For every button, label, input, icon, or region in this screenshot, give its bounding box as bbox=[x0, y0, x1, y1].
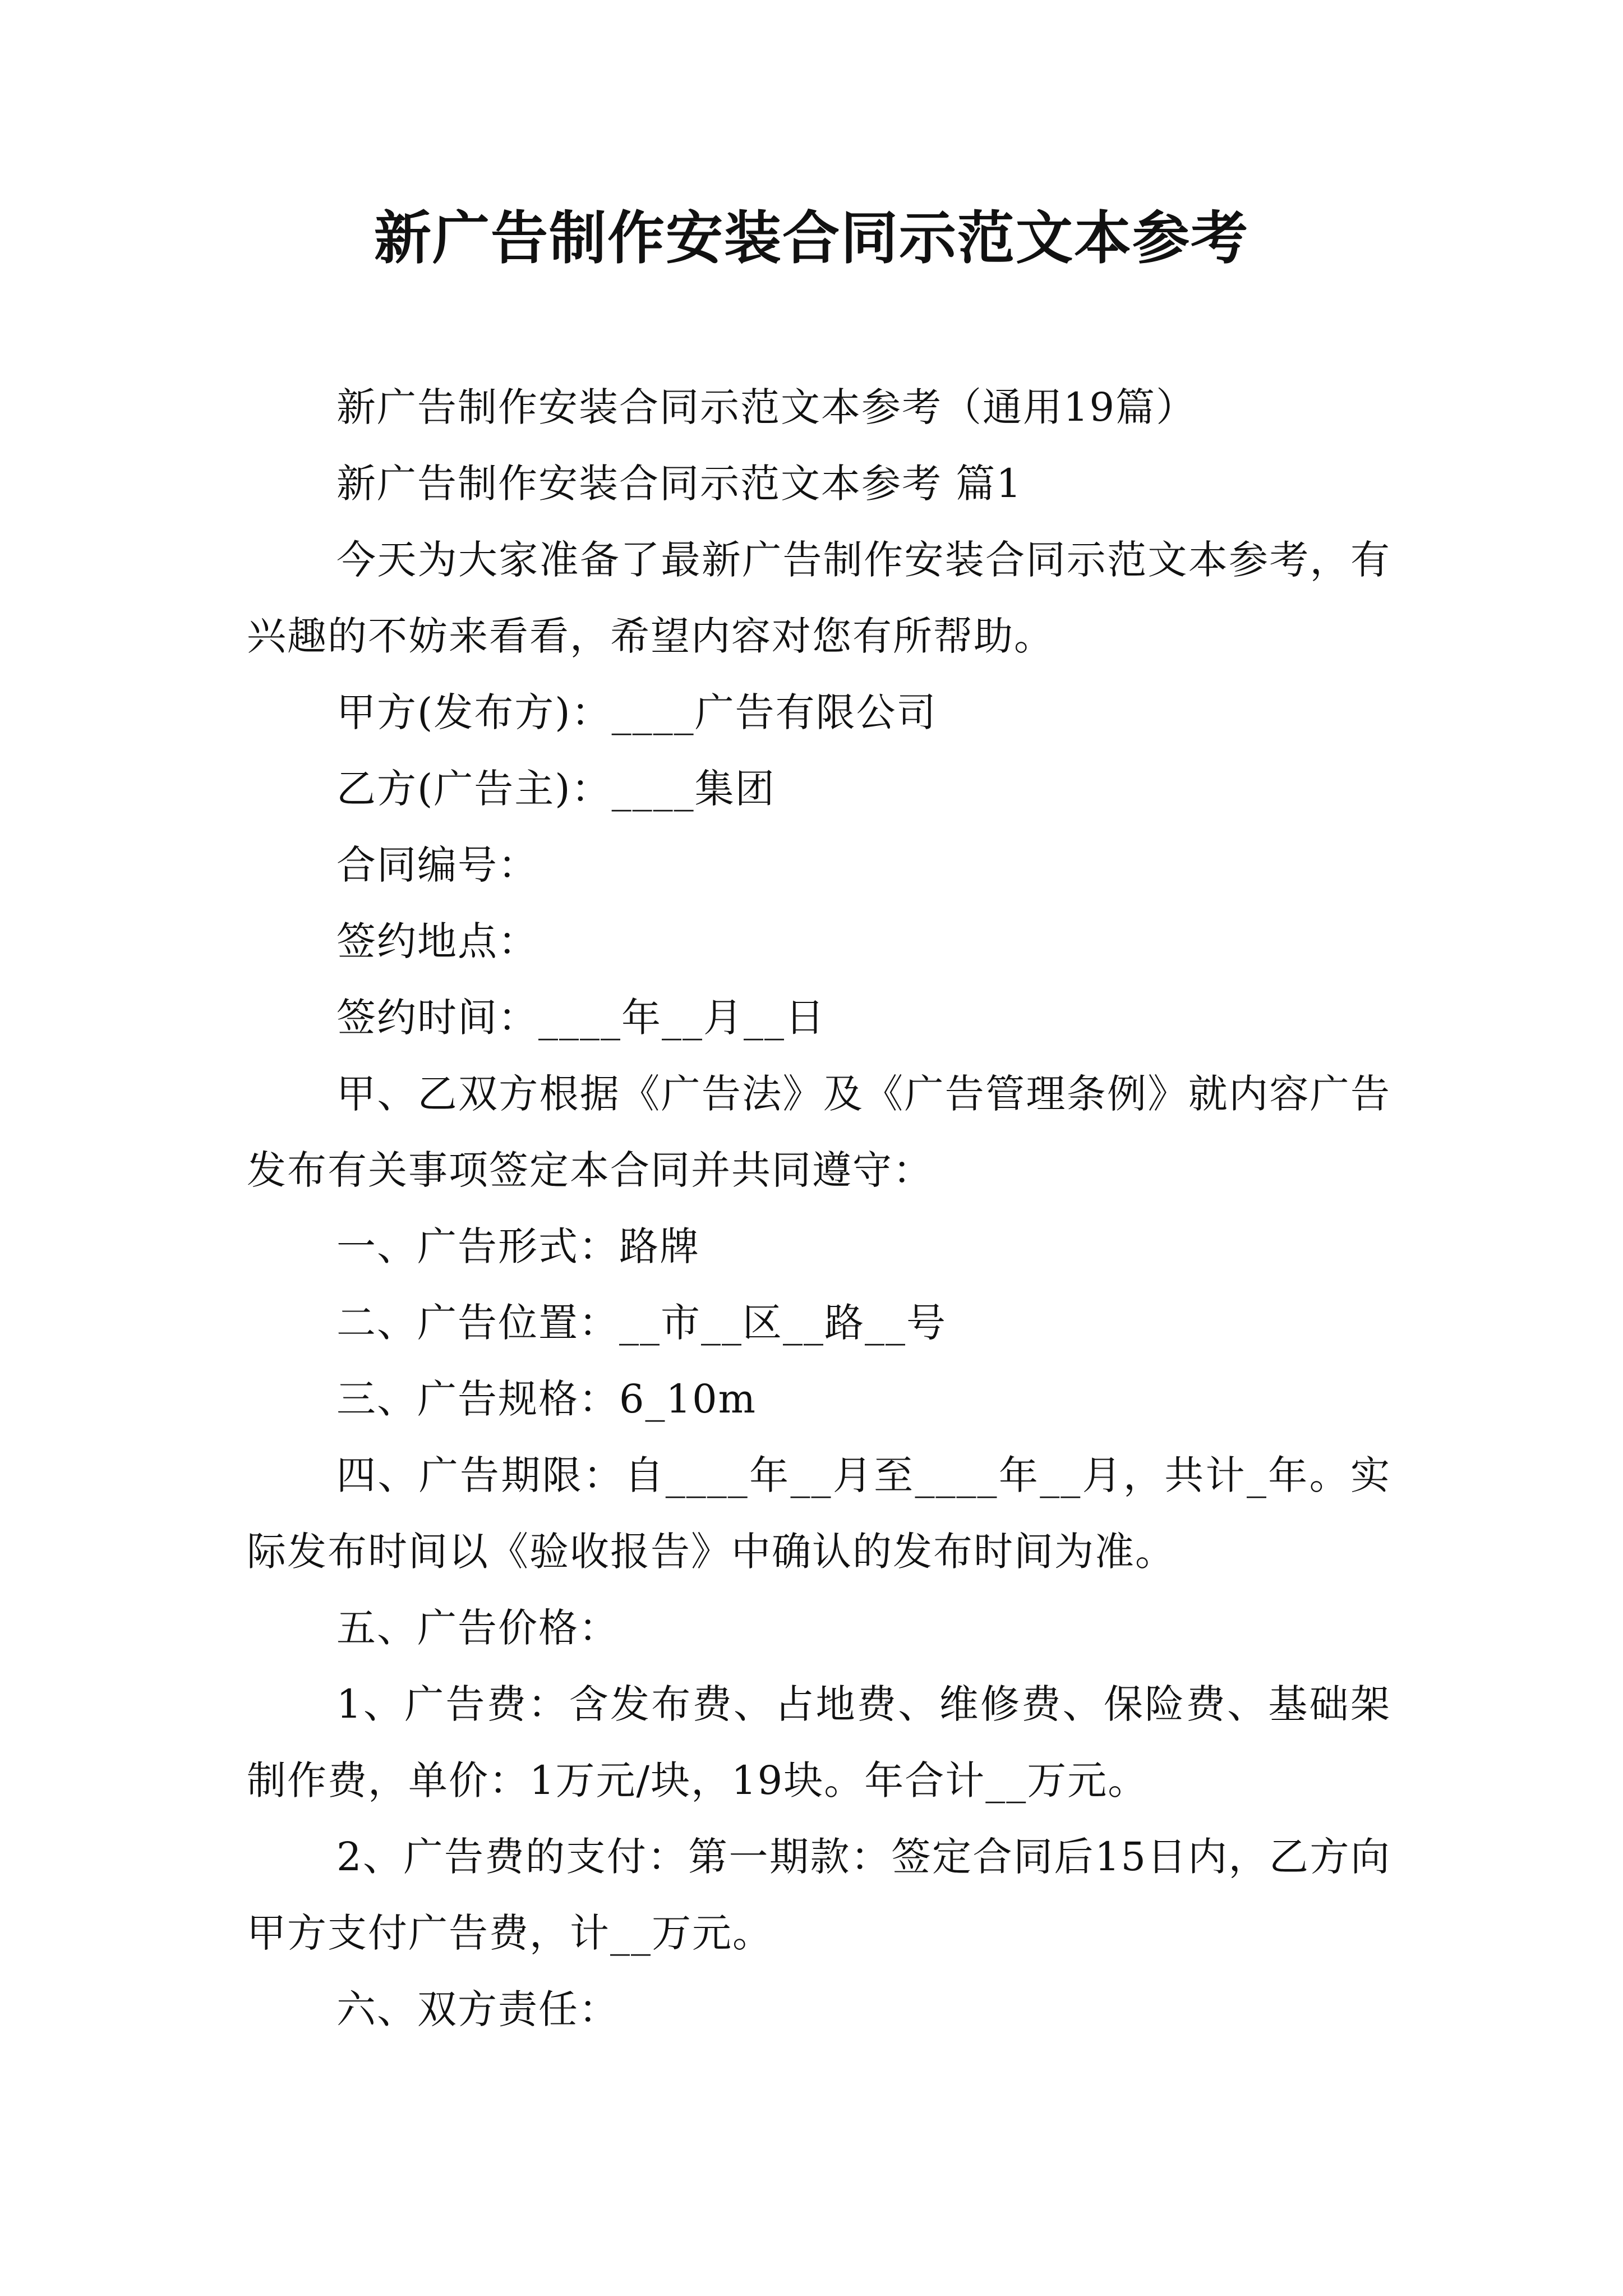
intro-paragraph: 今天为大家准备了最新广告制作安装合同示范文本参考，有兴趣的不妨来看看，希望内容对您有所帮助。 bbox=[247, 537, 1391, 659]
party-a-line: 甲方(发布方)：____广告有限公司 bbox=[336, 689, 937, 735]
clause-ad-period: 四、广告期限：自____年__月至____年__月，共计_年。实际发布时间以《验收报告》中确认的发布时间为准。 bbox=[247, 1452, 1391, 1575]
preamble-paragraph: 甲、乙双方根据《广告法》及《广告管理条例》就内容广告发布有关事项签定本合同并共同遵守： bbox=[247, 1071, 1391, 1193]
doc-subtitle: 新广告制作安装合同示范文本参考（通用19篇） bbox=[336, 384, 1197, 430]
document-body bbox=[247, 369, 1391, 2047]
party-b-line: 乙方(广告主)：____集团 bbox=[336, 766, 776, 812]
clause-ad-form: 一、广告形式：路牌 bbox=[336, 1223, 700, 1269]
signing-date-line: 签约时间：____年__月__日 bbox=[336, 995, 826, 1041]
clause-ad-location: 二、广告位置：__市__区__路__号 bbox=[336, 1300, 947, 1346]
clause-ad-price: 五、广告价格： bbox=[336, 1605, 619, 1651]
document-title: 新广告制作安装合同示范文本参考 bbox=[374, 205, 1249, 272]
clause-ad-size: 三、广告规格：6_10m bbox=[336, 1376, 757, 1422]
section-heading: 新广告制作安装合同示范文本参考 篇1 bbox=[336, 461, 1022, 507]
contract-number-line: 合同编号： bbox=[336, 842, 538, 888]
clause-responsibilities: 六、双方责任： bbox=[336, 1986, 619, 2032]
clause-fee-payment: 2、广告费的支付：第一期款：签定合同后15日内，乙方向甲方支付广告费，计__万元。 bbox=[247, 1834, 1391, 1956]
clause-ad-fee: 1、广告费：含发布费、占地费、维修费、保险费、基础架制作费，单价：1万元/块，19块。年合计__万元。 bbox=[247, 1681, 1391, 1803]
signing-place-line: 签约地点： bbox=[336, 918, 538, 964]
